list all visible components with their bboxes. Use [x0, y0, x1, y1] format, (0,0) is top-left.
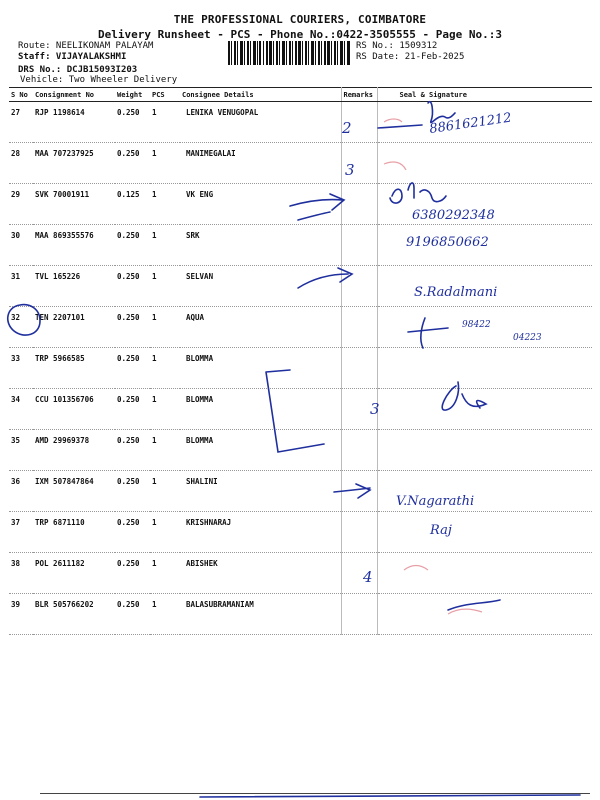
row-consignee: ABISHEK [180, 553, 341, 594]
row-consignee: SRK [180, 225, 341, 266]
row-pcs: 1 [150, 184, 180, 225]
row-weight: 0.250 [115, 225, 150, 266]
row-consignment: BLR 505766202 [33, 594, 115, 635]
runsheet-table [9, 87, 592, 635]
col-seal-signature: Seal & Signature [377, 88, 592, 102]
col-sno: S No [9, 88, 33, 102]
note-32a-text: 98422 [462, 320, 491, 330]
table-row [9, 266, 592, 307]
row-consignee: LENIKA VENUGOPAL [180, 102, 341, 143]
remark-34-text: 3 [370, 400, 380, 418]
row-weight: 0.250 [115, 266, 150, 307]
row-signature [377, 348, 592, 389]
col-pcs: PCS [150, 88, 180, 102]
table-row [9, 389, 592, 430]
row-weight: 0.250 [115, 307, 150, 348]
row-sno: 37 [9, 512, 33, 553]
row-signature [377, 225, 592, 266]
row-consignment: CCU 101356706 [33, 389, 115, 430]
row-signature [377, 307, 592, 348]
row-remarks [341, 553, 377, 594]
table-row [9, 184, 592, 225]
row-consignment: POL 2611182 [33, 553, 115, 594]
row-consignee: BLOMMA [180, 389, 341, 430]
row-remarks [341, 143, 377, 184]
row-pcs: 1 [150, 225, 180, 266]
row-sno: 28 [9, 143, 33, 184]
row-pcs: 1 [150, 389, 180, 430]
row-weight: 0.125 [115, 184, 150, 225]
row-remarks [341, 184, 377, 225]
row-sno: 31 [9, 266, 33, 307]
row-signature [377, 430, 592, 471]
table-row [9, 225, 592, 266]
row-pcs: 1 [150, 471, 180, 512]
phone-27-text: 8861621212 [428, 110, 513, 137]
table-row [9, 348, 592, 389]
rs-number: RS No.: 1509312 [356, 41, 438, 51]
row-remarks [341, 512, 377, 553]
col-consignee: Consignee Details [180, 88, 341, 102]
row-remarks [341, 389, 377, 430]
row-pcs: 1 [150, 307, 180, 348]
table-row [9, 143, 592, 184]
table-row [9, 307, 592, 348]
page-bottom-rule [40, 793, 590, 794]
row-sno: 30 [9, 225, 33, 266]
remark-27-text: 2 [342, 119, 352, 137]
table-row [9, 430, 592, 471]
row-remarks [341, 594, 377, 635]
row-signature [377, 512, 592, 553]
col-weight: Weight [115, 88, 150, 102]
row-consignment: IXM 507847864 [33, 471, 115, 512]
phone-29-text: 6380292348 [412, 208, 495, 223]
row-remarks [341, 430, 377, 471]
row-sno: 32 [9, 307, 33, 348]
row-sno: 39 [9, 594, 33, 635]
row-consignee: KRISHNARAJ [180, 512, 341, 553]
phone-30-text: 9196850662 [406, 235, 489, 250]
row-consignment: AMD 29969378 [33, 430, 115, 471]
row-consignee: BALASUBRAMANIAM [180, 594, 341, 635]
row-sno: 29 [9, 184, 33, 225]
row-remarks [341, 307, 377, 348]
table-row [9, 512, 592, 553]
row-pcs: 1 [150, 512, 180, 553]
row-pcs: 1 [150, 102, 180, 143]
name-37-text: Raj [430, 523, 452, 538]
remark-28-text: 3 [345, 161, 355, 179]
remark-38-text: 4 [363, 568, 373, 586]
row-pcs: 1 [150, 553, 180, 594]
row-consignment: TEN 2207101 [33, 307, 115, 348]
row-pcs: 1 [150, 266, 180, 307]
table-row [9, 594, 592, 635]
row-signature [377, 389, 592, 430]
col-remarks: Remarks [341, 88, 377, 102]
row-consignment: MAA 707237925 [33, 143, 115, 184]
row-consignment: TRP 6871110 [33, 512, 115, 553]
name-31-text: S.Radalmani [414, 285, 498, 300]
row-weight: 0.250 [115, 389, 150, 430]
row-signature [377, 471, 592, 512]
row-weight: 0.250 [115, 594, 150, 635]
row-pcs: 1 [150, 594, 180, 635]
row-pcs: 1 [150, 348, 180, 389]
row-consignee: AQUA [180, 307, 341, 348]
row-remarks [341, 225, 377, 266]
row-consignee: SELVAN [180, 266, 341, 307]
table-header-row [9, 88, 592, 102]
table-body [9, 102, 592, 635]
row-consignee: VK ENG [180, 184, 341, 225]
row-sno: 27 [9, 102, 33, 143]
row-weight: 0.250 [115, 553, 150, 594]
row-consignment: SVK 70001911 [33, 184, 115, 225]
row-signature [377, 594, 592, 635]
staff-label: Staff: VIJAYALAKSHMI [18, 52, 127, 62]
row-sno: 36 [9, 471, 33, 512]
row-weight: 0.250 [115, 143, 150, 184]
name-36-text: V.Nagarathi [396, 494, 475, 509]
row-sno: 35 [9, 430, 33, 471]
row-sno: 38 [9, 553, 33, 594]
row-signature [377, 184, 592, 225]
row-signature [377, 266, 592, 307]
row-consignee: SHALINI [180, 471, 341, 512]
row-weight: 0.250 [115, 102, 150, 143]
row-remarks [341, 266, 377, 307]
row-remarks [341, 102, 377, 143]
row-signature [377, 553, 592, 594]
bottom-scribble [200, 795, 580, 797]
row-weight: 0.250 [115, 348, 150, 389]
row-sno: 34 [9, 389, 33, 430]
runsheet-title: Delivery Runsheet - PCS - Phone No.:0422-3505555 - Page No.:3 [98, 28, 502, 41]
row-pcs: 1 [150, 430, 180, 471]
row-consignment: MAA 869355576 [33, 225, 115, 266]
row-signature [377, 143, 592, 184]
row-consignee: MANIMEGALAI [180, 143, 341, 184]
vehicle-label: Vehicle: Two Wheeler Delivery [20, 75, 178, 85]
row-weight: 0.250 [115, 512, 150, 553]
drs-label: DRS No.: DCJB15093I203 [18, 65, 138, 75]
row-consignee: BLOMMA [180, 430, 341, 471]
row-remarks [341, 471, 377, 512]
route-label: Route: NEELIKONAM PALAYAM [18, 41, 154, 51]
row-pcs: 1 [150, 143, 180, 184]
table-row [9, 471, 592, 512]
row-signature [377, 102, 592, 143]
note-32b-text: 04223 [513, 333, 542, 343]
table-row [9, 553, 592, 594]
company-title: THE PROFESSIONAL COURIERS, COIMBATORE [173, 13, 427, 26]
table-row [9, 102, 592, 143]
col-consignment: Consignment No [33, 88, 115, 102]
row-consignee: BLOMMA [180, 348, 341, 389]
barcode-image [228, 41, 350, 65]
rs-date: RS Date: 21-Feb-2025 [356, 52, 465, 62]
row-weight: 0.250 [115, 430, 150, 471]
row-remarks [341, 348, 377, 389]
row-consignment: TRP 5966585 [33, 348, 115, 389]
row-weight: 0.250 [115, 471, 150, 512]
row-consignment: RJP 1198614 [33, 102, 115, 143]
row-consignment: TVL 165226 [33, 266, 115, 307]
row-sno: 33 [9, 348, 33, 389]
